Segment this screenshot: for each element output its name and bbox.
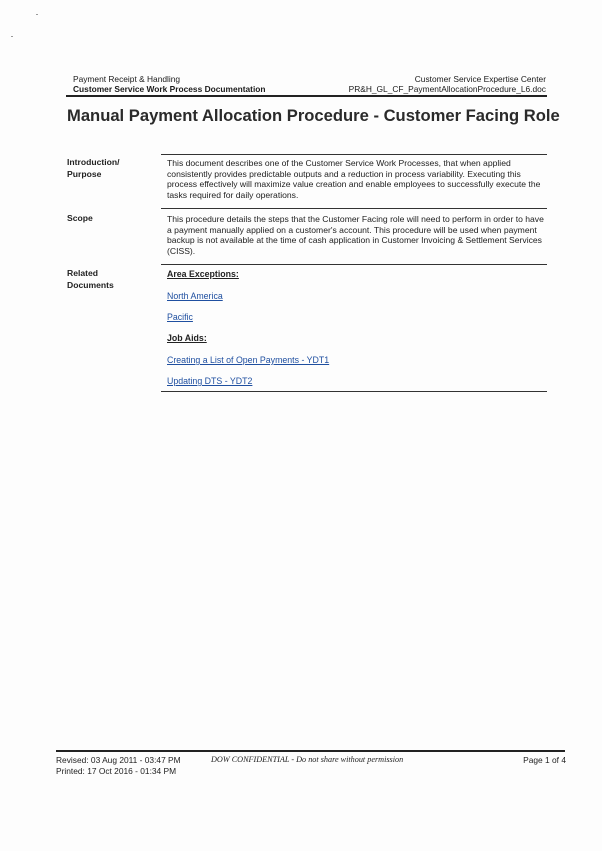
footer-confidential: DOW CONFIDENTIAL - Do not share without permission: [211, 755, 404, 764]
header-file-name: PR&H_GL_CF_PaymentAllocationProcedure_L6.doc: [348, 84, 546, 94]
related-documents-label: [67, 268, 114, 291]
link-creating-list-open-payments[interactable]: Creating a List of Open Payments - YDT1: [167, 355, 330, 365]
header-left: [73, 74, 266, 94]
scope-label: Scope: [67, 213, 93, 223]
scan-speck: [11, 36, 13, 37]
intro-body: This document describes one of the Customer Service Work Processes, that when applied consistently provides predictable outputs and a reduction in process variability. Executing this process effectively will maximize value creation and enable employees to successfully execute the tasks required for daily operations.: [167, 158, 541, 200]
related-label-line2: Documents: [67, 279, 114, 290]
header-doc-type: Customer Service Work Process Documentation: [73, 84, 266, 94]
link-north-america[interactable]: North America: [167, 291, 223, 301]
intro-label: [67, 157, 120, 180]
header-right: [349, 74, 546, 94]
scope-bottom-divider: [161, 264, 547, 265]
header-divider: [66, 95, 547, 97]
link-updating-dts[interactable]: Updating DTS - YDT2: [167, 376, 253, 386]
footer-page-number: Page 1 of 4: [523, 755, 566, 765]
related-bottom-divider: [161, 391, 547, 392]
footer-divider: [56, 750, 565, 752]
area-exceptions-heading: Area Exceptions:: [167, 269, 239, 279]
footer-dates: [56, 755, 181, 776]
scope-body: This procedure details the steps that the Customer Facing role will need to perform in order to have a payment manually applied on a customer's account. This procedure will be used when payment backup is not available at the time of cash application in Customer Invoicing & Settlement Services (CISS).: [167, 214, 544, 256]
intro-label-line2: Purpose: [67, 168, 102, 179]
intro-bottom-divider: [161, 208, 547, 209]
header-process-name: Payment Receipt & Handling: [73, 74, 181, 84]
footer-printed: Printed: 17 Oct 2016 - 01:34 PM: [56, 765, 177, 776]
page-title: Manual Payment Allocation Procedure - Customer Facing Role: [67, 106, 560, 125]
intro-label-line1: Introduction/: [67, 157, 120, 167]
related-label-line1: Related: [67, 268, 99, 278]
intro-top-divider: [161, 154, 547, 155]
footer-revised: Revised: 03 Aug 2011 - 03:47 PM: [56, 755, 181, 765]
scan-speck: [36, 14, 38, 15]
header-center-name: Customer Service Expertise Center: [414, 74, 546, 84]
link-pacific[interactable]: Pacific: [167, 312, 193, 322]
job-aids-heading: Job Aids:: [167, 333, 207, 343]
